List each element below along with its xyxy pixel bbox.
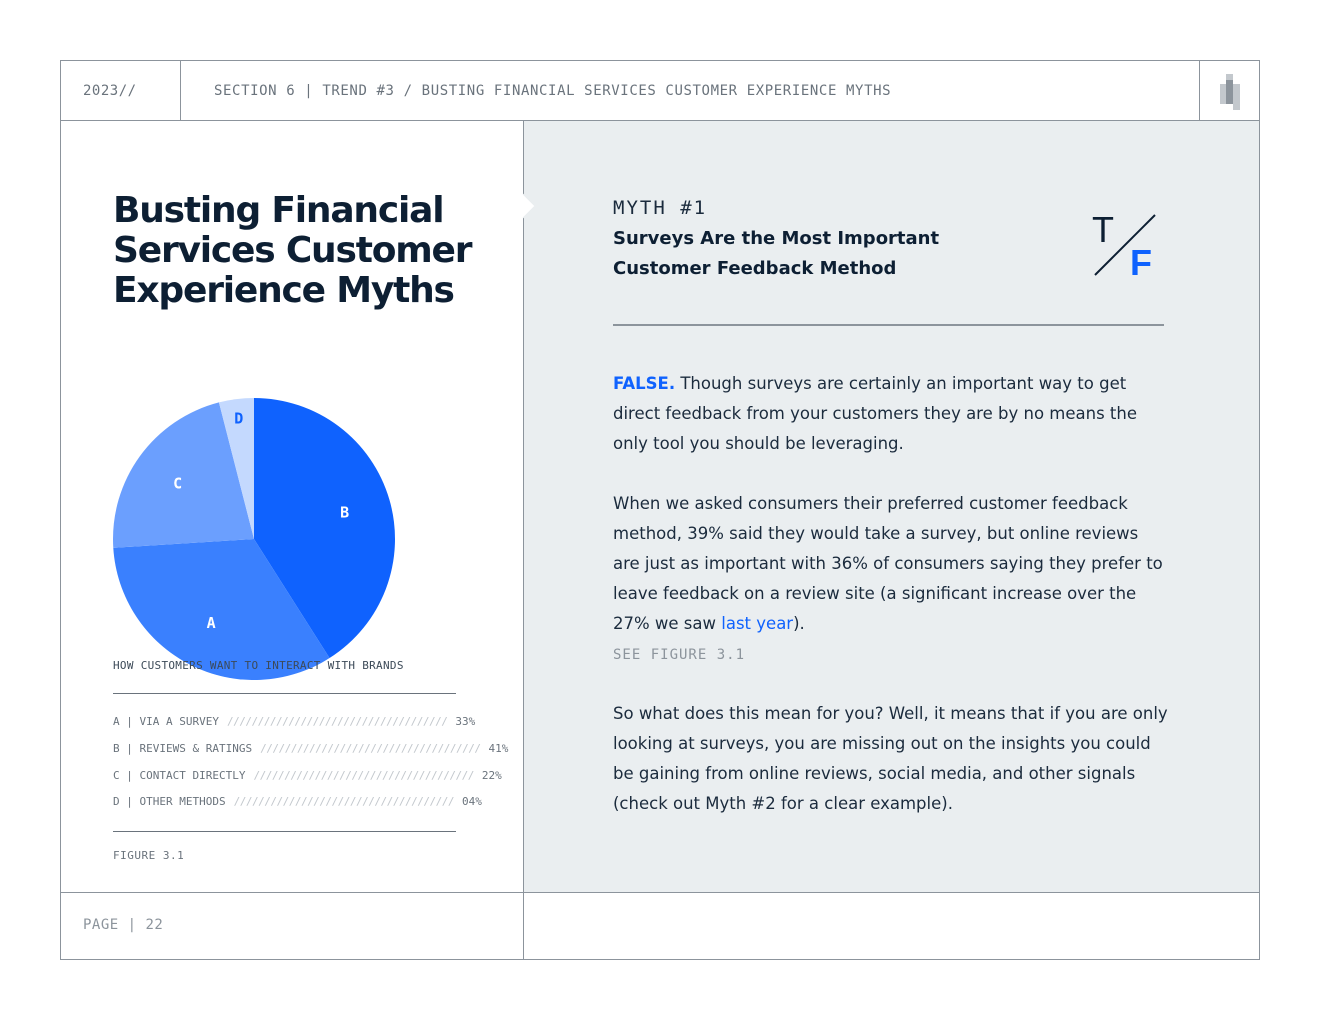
- myth-title: Surveys Are the Most Important Customer Feedback Method: [613, 228, 940, 279]
- legend-item-reviews: [113, 741, 509, 755]
- legend-leader: ////////////////////////////////////: [233, 794, 455, 808]
- last-year-link[interactable]: last year: [721, 614, 794, 633]
- tf-t-letter: T: [1092, 209, 1114, 250]
- panel-pointer: [523, 194, 537, 218]
- page-title: Busting Financial Services Customer Experience Myths: [113, 190, 472, 311]
- legend-label: A | VIA A SURVEY: [113, 714, 219, 728]
- pie-label-c: C: [173, 474, 183, 493]
- page-header: [61, 61, 1259, 121]
- paragraph-false: [613, 369, 1169, 459]
- pie-label-b: B: [340, 503, 350, 522]
- myth-panel: [524, 121, 1259, 892]
- legend-label: D | OTHER METHODS: [113, 794, 226, 808]
- brand-logo-icon: [1220, 74, 1240, 110]
- legend-item-contact: [113, 768, 502, 782]
- paragraph-text: When we asked consumers their preferred customer feedback method, 39% said they would take a survey, but online reviews are just as important with 36% of consumers saying they prefer to leave feedback on a review site (a significant increase over the 27% we saw: [613, 494, 1163, 633]
- page-number: PAGE | 22: [83, 917, 164, 933]
- header-divider: [180, 61, 181, 121]
- header-divider: [1199, 61, 1200, 121]
- footer-divider: [61, 892, 1259, 893]
- legend-item-other: [113, 794, 482, 808]
- paragraph-text: Though surveys are certainly an important way to get direct feedback from your customers they are by no means the only tool you should be leveraging.: [613, 374, 1137, 453]
- paragraph-stats: [613, 489, 1169, 639]
- legend-percent: 33%: [455, 714, 476, 728]
- legend-leader: ////////////////////////////////////: [253, 768, 474, 782]
- true-false-icon: [1089, 209, 1159, 283]
- year-label: 2023//: [83, 83, 137, 99]
- page-frame: [60, 60, 1260, 960]
- pie-label-a: A: [206, 614, 216, 633]
- tf-f-letter: F: [1130, 242, 1152, 283]
- legend-divider: [113, 831, 456, 832]
- legend-leader: ////////////////////////////////////: [226, 714, 448, 728]
- left-panel: [61, 121, 523, 893]
- paragraph-conclusion: So what does this mean for you? Well, it means that if you are only looking at surveys, you are missing out on the insights you could be gaining from online reviews, social media, and other signals (check out Myth #2 for a clear example).: [613, 704, 1168, 813]
- legend-label: C | CONTACT DIRECTLY: [113, 768, 246, 782]
- false-tag: FALSE.: [613, 374, 676, 393]
- legend-label: B | REVIEWS & RATINGS: [113, 741, 253, 755]
- pie-chart: [111, 396, 397, 682]
- legend-leader: ////////////////////////////////////: [260, 741, 481, 755]
- myth-divider: [613, 324, 1164, 326]
- paragraph-text: ).: [793, 614, 805, 633]
- figure-label: FIGURE 3.1: [113, 849, 185, 862]
- legend-item-survey: [113, 714, 476, 728]
- pie-label-d: D: [234, 409, 244, 428]
- legend-divider: [113, 693, 456, 694]
- see-figure-note: SEE FIGURE 3.1: [613, 647, 746, 663]
- legend-percent: 22%: [481, 768, 502, 782]
- breadcrumb: SECTION 6 | TREND #3 / BUSTING FINANCIAL SERVICES CUSTOMER EXPERIENCE MYTHS: [214, 83, 892, 99]
- myth-kicker: MYTH #1: [613, 197, 708, 219]
- legend-percent: 41%: [488, 741, 509, 755]
- legend-percent: 04%: [462, 794, 482, 808]
- legend-title: HOW CUSTOMERS WANT TO INTERACT WITH BRANDS: [113, 659, 404, 672]
